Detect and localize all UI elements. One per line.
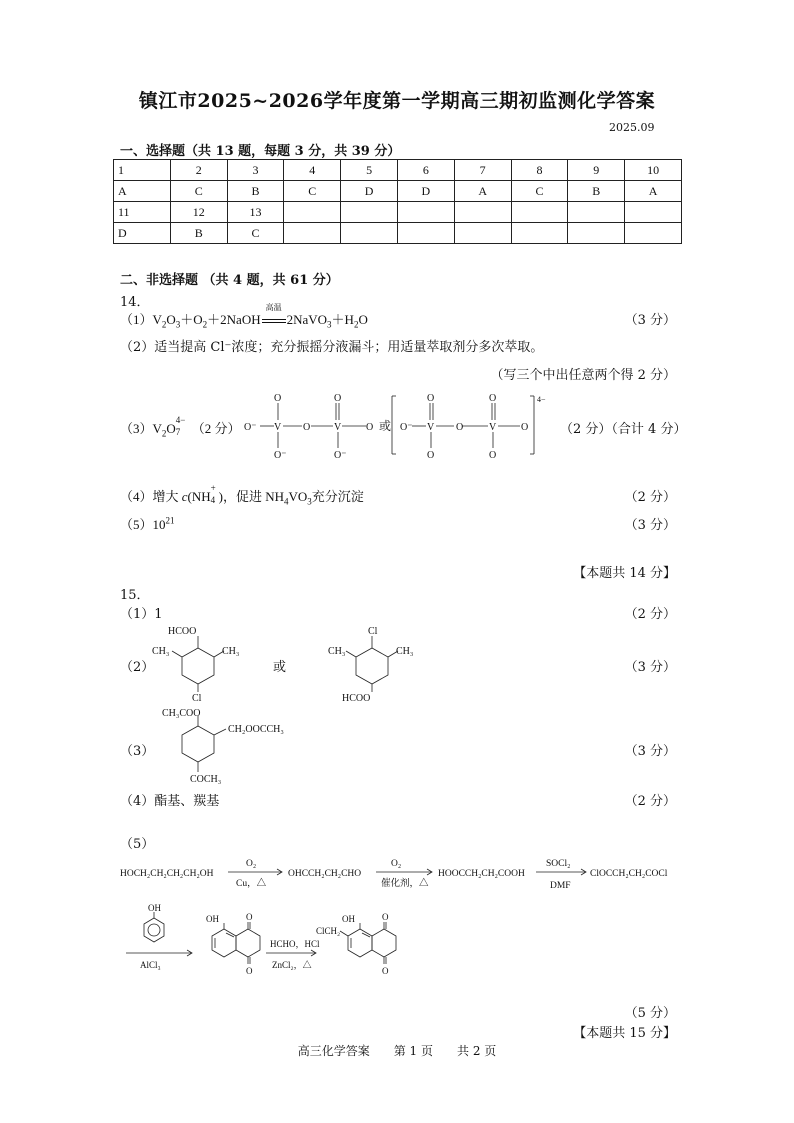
svg-text:COCH₃: COCH₃ (190, 774, 222, 785)
atom-v: V (427, 422, 435, 433)
svg-text:CH₃: CH₃ (328, 646, 346, 657)
q15-answer-1: （1）1 (120, 607, 163, 622)
answer-cell: 6 (397, 160, 454, 181)
answer-cell (284, 223, 341, 244)
answer-cell: A (114, 181, 171, 202)
q15-number: 15． (120, 588, 150, 603)
answer-cell (397, 223, 454, 244)
svg-text:O: O (382, 966, 389, 976)
atom-o: O (456, 422, 464, 433)
atom-o-minus: O⁻ (244, 422, 257, 433)
answer-cell (454, 202, 511, 223)
q15-2-or: 或 (273, 660, 287, 675)
answer-cell: C (227, 223, 284, 244)
compound-3: HOOCCH₂CH₂COOH (438, 869, 525, 879)
svg-text:CH₃: CH₃ (152, 646, 170, 657)
page-title: 镇江市2025~2026学年度第一学期高三期初监测化学答案 (138, 90, 656, 112)
atom-o-minus: O⁻ (334, 450, 347, 461)
answer-cell: D (341, 181, 398, 202)
q14-number: 14． (120, 295, 150, 310)
answer-table-row (114, 160, 682, 181)
answer-cell (397, 202, 454, 223)
svg-text:O: O (246, 912, 253, 922)
answer-cell: 12 (170, 202, 227, 223)
q15-5-score: （5 分） (624, 1006, 676, 1021)
answer-cell: 1 (114, 160, 171, 181)
atom-o: O (274, 393, 282, 404)
answer-cell: 10 (625, 160, 682, 181)
svg-text:CH₃: CH₃ (396, 646, 414, 657)
svg-text:ZnCl₂，△: ZnCl₂，△ (272, 960, 312, 970)
svg-text:CH₃: CH₃ (222, 646, 240, 657)
q14-5-score: （3 分） (624, 518, 676, 533)
atom-v: V (489, 422, 497, 433)
q15-1-score: （2 分） (624, 607, 676, 622)
section1-heading: 一、选择题（共 13 题，每题 3 分，共 39 分） (120, 144, 401, 159)
atom-o: O (427, 393, 435, 404)
answer-cell (568, 202, 625, 223)
answer-cell: 2 (170, 160, 227, 181)
answer-cell: C (511, 181, 568, 202)
atom-o: O (427, 450, 435, 461)
answer-table-row (114, 202, 682, 223)
answer-cell (341, 223, 398, 244)
svg-text:OH: OH (148, 904, 161, 913)
q15-total: 【本题共 15 分】 (573, 1026, 676, 1041)
answer-table (113, 159, 682, 244)
q14-2-note: （写三个中出任意两个得 2 分） (490, 368, 676, 383)
page-footer: 高三化学答案 第 1 页 共 2 页 (297, 1044, 497, 1058)
svg-text:O₂: O₂ (246, 859, 257, 869)
svg-text:CH₂OOCCH₃: CH₂OOCCH₃ (228, 724, 284, 735)
svg-text:O₂: O₂ (391, 859, 402, 869)
q15-answer-4: （4）酯基、羰基 (120, 794, 220, 809)
q14-answer-3: $(3)V_2O$ 4− 7 （2 分） (120, 415, 241, 439)
answer-cell: 5 (341, 160, 398, 181)
answer-cell: 3 (227, 160, 284, 181)
structure-2 (326, 622, 436, 704)
answer-cell: C (170, 181, 227, 202)
q15-2-score: （3 分） (624, 660, 676, 675)
answer-cell: 13 (227, 202, 284, 223)
q14-3-score: （2 分）（合计 4 分） (560, 422, 687, 437)
q14-answer-2: （2）适当提高 Cl⁻浓度；充分振摇分液漏斗；用适量萃取剂分多次萃取。 (120, 340, 544, 355)
svg-text:HCHO，HCl: HCHO，HCl (270, 939, 320, 949)
svg-text:AlCl₃: AlCl₃ (140, 960, 161, 970)
svg-text:O: O (382, 912, 389, 922)
q15-answer-5: （5） (120, 837, 155, 852)
answer-cell: B (227, 181, 284, 202)
answer-cell: 11 (114, 202, 171, 223)
answer-cell: A (454, 181, 511, 202)
structure-1 (148, 622, 258, 704)
q15-3-score: （3 分） (624, 744, 676, 759)
svg-text:HCOO: HCOO (168, 626, 197, 637)
answer-cell: 9 (568, 160, 625, 181)
atom-o: O (489, 393, 497, 404)
vanadate-structures (240, 388, 560, 464)
atom-v: V (274, 422, 282, 433)
q14-answer-1: $(1)V_2O_3+O_2+2NaOH$ 高温 $2NaVO_3+H_2O$ (120, 303, 368, 330)
q15-answer-3: （3） (120, 744, 155, 759)
answer-cell (341, 202, 398, 223)
svg-text:OH: OH (342, 914, 355, 924)
answer-cell: 7 (454, 160, 511, 181)
answer-cell: D (397, 181, 454, 202)
atom-v: V (334, 422, 342, 433)
answer-table-row (114, 223, 682, 244)
q15-4-score: （2 分） (624, 794, 676, 809)
answer-cell: 8 (511, 160, 568, 181)
q14-answer-5: $(5)10^{21}$ (120, 515, 175, 532)
atom-o: O (303, 422, 311, 433)
atom-o-minus: O⁻ (400, 422, 413, 433)
answer-cell: B (170, 223, 227, 244)
or-text: 或 (379, 419, 392, 433)
atom-o-minus: O⁻ (274, 450, 287, 461)
atom-o: O (489, 450, 497, 461)
q14-answer-4: （4）增大 c(NH + 4 )，促进 $NH_4VO_3$充分沉淀 (120, 483, 364, 507)
q14-4-score: （2 分） (624, 490, 676, 505)
atom-o: O (366, 422, 374, 433)
exam-date: 2025.09 (609, 121, 655, 134)
reaction-condition: 高温 (265, 303, 282, 312)
answer-cell (568, 223, 625, 244)
answer-cell (511, 202, 568, 223)
answer-cell (511, 223, 568, 244)
answer-cell (625, 223, 682, 244)
answer-cell: B (568, 181, 625, 202)
answer-cell: A (625, 181, 682, 202)
answer-table-row (114, 181, 682, 202)
svg-text:Cl: Cl (192, 693, 202, 704)
answer-cell (625, 202, 682, 223)
q14-total: 【本题共 14 分】 (573, 566, 676, 581)
svg-text:催化剂，△: 催化剂，△ (381, 879, 429, 889)
answer-cell (454, 223, 511, 244)
answer-cell (284, 202, 341, 223)
svg-text:SOCl₂: SOCl₂ (546, 859, 571, 869)
atom-o: O (334, 393, 342, 404)
structure-3 (158, 704, 298, 786)
svg-text:HCOO: HCOO (342, 693, 371, 704)
compound-4: ClOCCH₂CH₂COCl (590, 869, 668, 879)
svg-text:Cl: Cl (368, 626, 378, 637)
ion-charge: 4− (537, 395, 546, 404)
section2-heading: 二、非选择题 （共 4 题，共 61 分） (120, 273, 339, 288)
answer-cell: 4 (284, 160, 341, 181)
svg-text:OH: OH (206, 914, 219, 924)
answer-cell: D (114, 223, 171, 244)
q15-answer-2: （2） (120, 660, 155, 675)
atom-o: O (521, 422, 529, 433)
synthesis-route-1 (118, 850, 680, 890)
svg-text:Cu，△: Cu，△ (236, 879, 267, 889)
compound-2: OHCCH₂CH₂CHO (288, 869, 362, 879)
svg-text:O: O (246, 966, 253, 976)
svg-text:ClCH₂: ClCH₂ (316, 926, 341, 936)
answer-cell: C (284, 181, 341, 202)
synthesis-route-2 (118, 904, 418, 986)
q14-1-score: （3 分） (624, 313, 676, 328)
compound-1: HOCH₂CH₂CH₂CH₂OH (120, 869, 214, 879)
svg-text:CH₃COO: CH₃COO (162, 708, 201, 719)
svg-text:DMF: DMF (550, 881, 571, 890)
